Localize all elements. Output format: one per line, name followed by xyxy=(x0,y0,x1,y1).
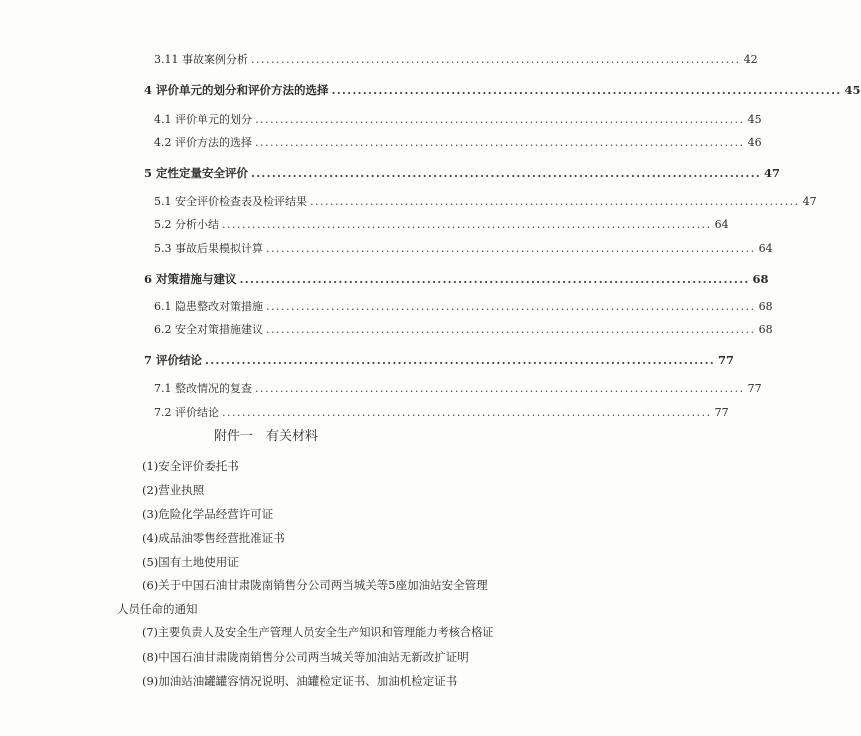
toc-page-number: 68 xyxy=(752,272,769,286)
toc-leader: .................................................................................................. xyxy=(251,166,761,180)
toc-page-number: 77 xyxy=(747,382,762,395)
toc-leader: .................................................................................................. xyxy=(266,242,756,255)
toc-leader: .................................................................................................. xyxy=(310,195,800,208)
attachment-item: (3)危险化学品经营许可证 xyxy=(142,507,274,521)
toc-label: 7 评价结论 xyxy=(144,353,203,367)
toc-leader: .................................................................................................. xyxy=(255,382,745,395)
attachment-item: (2)营业执照 xyxy=(142,483,205,497)
toc-entry-6-1[interactable] xyxy=(154,298,773,316)
toc-label: 6 对策措施与建议 xyxy=(144,272,237,286)
toc-entry-3-11[interactable] xyxy=(154,51,758,69)
toc-label: 7.2 评价结论 xyxy=(154,406,219,419)
toc-page-number: 45 xyxy=(747,113,762,126)
attachment-item: (7)主要负责人及安全生产管理人员安全生产知识和管理能力考核合格证 xyxy=(142,626,494,639)
toc-label: 5 定性定量安全评价 xyxy=(144,166,249,180)
toc-entry-7[interactable] xyxy=(144,351,734,369)
toc-label: 7.1 整改情况的复查 xyxy=(154,382,252,395)
toc-leader: .................................................................................................. xyxy=(222,406,712,419)
toc-leader: .................................................................................................. xyxy=(239,272,750,286)
toc-entry-7-1[interactable] xyxy=(154,380,762,398)
toc-entry-5[interactable] xyxy=(144,164,780,182)
toc-label: 3.11 事故案例分析 xyxy=(154,53,248,66)
toc-entry-4[interactable] xyxy=(144,81,861,99)
toc-leader: .................................................................................................. xyxy=(266,300,756,313)
toc-label: 5.3 事故后果模拟计算 xyxy=(154,242,263,255)
toc-label: 5.2 分析小结 xyxy=(154,218,219,231)
toc-page-number: 42 xyxy=(743,53,758,66)
toc-label: 4.1 评价单元的划分 xyxy=(154,113,252,126)
toc-entry-6[interactable] xyxy=(144,270,769,288)
attachment-item: (5)国有土地使用证 xyxy=(142,555,239,569)
attachment-item: (6)关于中国石油甘肃陇南销售分公司两当城关等5座加油站安全管理 xyxy=(142,578,488,592)
attachment-item: (4)成品油零售经营批准证书 xyxy=(142,531,285,545)
toc-entry-4-1[interactable] xyxy=(154,111,762,129)
toc-entry-4-2[interactable] xyxy=(154,134,762,152)
toc-entry-5-3[interactable] xyxy=(154,240,773,258)
attachment-item: (9)加油站油罐罐容情况说明、油罐检定证书、加油机检定证书 xyxy=(142,674,458,688)
toc-leader: .................................................................................................. xyxy=(331,83,842,97)
attachment-item: (1)安全评价委托书 xyxy=(142,459,239,473)
attachment-item: (8)中国石油甘肃陇南销售分公司两当城关等加油站无新改扩证明 xyxy=(142,650,469,664)
attachment-item-continuation: 人员任命的通知 xyxy=(117,602,198,616)
toc-label: 4 评价单元的划分和评价方法的选择 xyxy=(144,83,329,97)
toc-page-number: 47 xyxy=(802,195,817,208)
toc-page-number: 64 xyxy=(714,218,729,231)
toc-label: 6.1 隐患整改对策措施 xyxy=(154,300,263,313)
toc-entry-5-2[interactable] xyxy=(154,216,729,234)
toc-leader: .................................................................................................. xyxy=(251,53,741,66)
toc-label: 6.2 安全对策措施建议 xyxy=(154,323,263,336)
toc-page-number: 45 xyxy=(844,83,861,97)
toc-leader: .................................................................................................. xyxy=(222,218,712,231)
toc-page-number: 68 xyxy=(758,300,773,313)
toc-page-number: 64 xyxy=(758,242,773,255)
toc-label: 4.2 评价方法的选择 xyxy=(154,136,252,149)
toc-leader: .................................................................................................. xyxy=(255,113,745,126)
toc-label: 5.1 安全评价检查表及检评结果 xyxy=(154,195,307,208)
toc-leader: .................................................................................................. xyxy=(205,353,715,367)
toc-entry-6-2[interactable] xyxy=(154,321,773,339)
toc-page-number: 77 xyxy=(714,406,729,419)
toc-page-number: 77 xyxy=(717,353,734,367)
toc-entry-5-1[interactable] xyxy=(154,193,817,211)
toc-page-number: 68 xyxy=(758,323,773,336)
toc-leader: .................................................................................................. xyxy=(266,323,756,336)
attachments-title: 附件一 有关材料 xyxy=(213,429,318,444)
toc-leader: .................................................................................................. xyxy=(255,136,745,149)
toc-page-number: 46 xyxy=(747,136,762,149)
toc-entry-7-2[interactable] xyxy=(154,404,729,422)
toc-page-number: 47 xyxy=(763,166,780,180)
